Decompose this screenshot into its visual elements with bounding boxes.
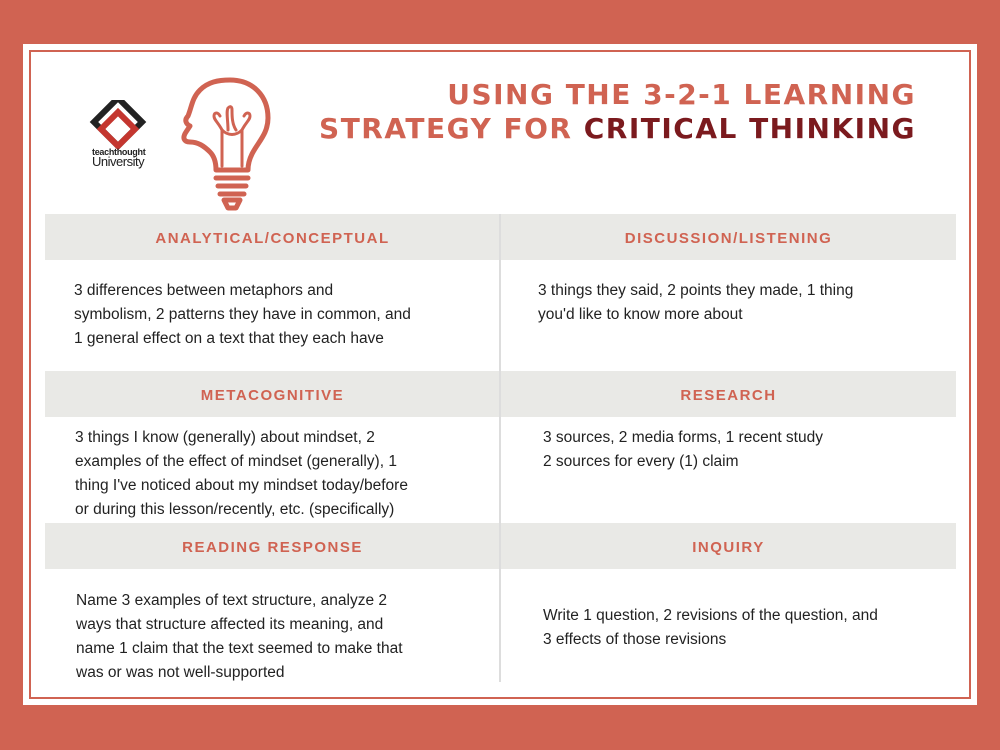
column-divider (499, 214, 501, 682)
title-line-2-prefix: STRATEGY FOR (319, 112, 584, 145)
section-text-analytical: 3 differences between metaphors and symbolism, 2 patterns they have in common, and 1 general effect on a text that they each have (74, 282, 411, 347)
section-heading-inquiry: INQUIRY (692, 539, 765, 556)
section-text-reading-response: Name 3 examples of text structure, analyze 2 ways that structure affected its meaning, and name 1 claim that the text seemed to make that was or was not well-supported (76, 592, 403, 681)
title-line-2 (319, 112, 916, 146)
section-heading-metacognitive: METACOGNITIVE (200, 387, 345, 404)
logo-text-university: University (92, 154, 145, 169)
section-heading-research: RESEARCH (680, 387, 777, 404)
title-emphasis: CRITICAL THINKING (583, 112, 916, 145)
lightbulb-head-icon (178, 76, 273, 211)
title-line-1: USING THE 3-2-1 LEARNING (447, 78, 916, 111)
logo-text-teachthought: teachthought (92, 147, 146, 157)
section-text-discussion: 3 things they said, 2 points they made, 1 thing you'd like to know more about (538, 282, 854, 323)
section-heading-discussion: DISCUSSION/LISTENING (624, 230, 833, 247)
section-text-inquiry: Write 1 question, 2 revisions of the question, and 3 effects of those revisions (543, 607, 878, 648)
section-text-research: 3 sources, 2 media forms, 1 recent study 2 sources for every (1) claim (543, 429, 823, 470)
section-text-metacognitive: 3 things I know (generally) about mindset, 2 examples of the effect of mindset (generally), 1 thing I've noticed about my mindset today/before or during this lesson/recently, etc. (specifically) (75, 429, 408, 518)
section-heading-analytical: ANALYTICAL/CONCEPTUAL (155, 230, 390, 247)
section-heading-reading-response: READING RESPONSE (182, 539, 363, 556)
page-title (319, 78, 916, 146)
